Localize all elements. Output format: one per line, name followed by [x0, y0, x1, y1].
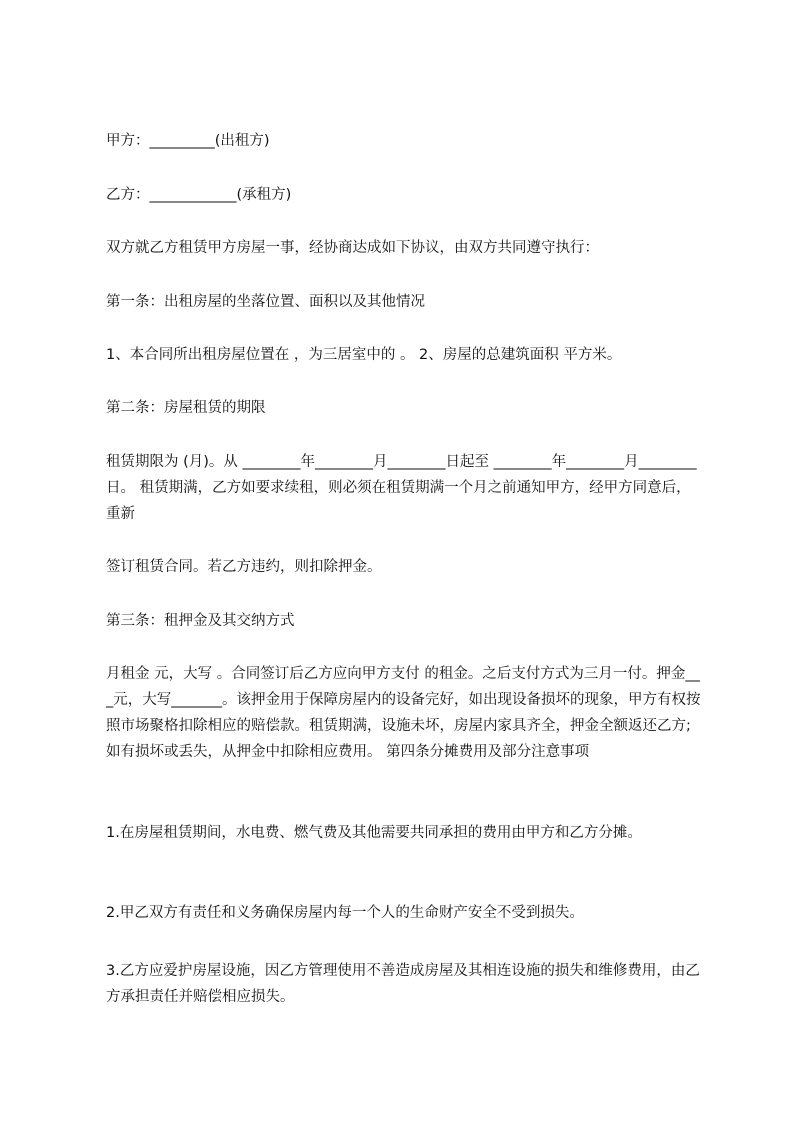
article-2-body: 租赁期限为 (月)。从 ________年________月________日起至 ________年________月________日。 租赁期满，乙方如要求续租，则必须在租赁期满一个月之前通知甲方，经甲方同意后，重新	[106, 454, 697, 522]
article-3-body: 月租金 元，大写 。合同签订后乙方应向甲方支付 的租金。之后支付方式为三月一付。押金___元，大写_______。该押金用于保障房屋内的设备完好，如出现设备损坏的现象，甲方有权按照市场聚格扣除相应的赔偿款。租赁期满，设施未坏，房屋内家具齐全，押金全额返还乙方;如有损坏或丢失，从押金中扣除相应费用。 第四条分摊费用及部分注意事项	[106, 666, 701, 760]
intro-paragraph: 双方就乙方租赁甲方房屋一事，经协商达成如下协议，由双方共同遵守执行：	[106, 240, 599, 256]
article-1-body: 1、本合同所出租房屋位置在 ，为三居室中的 。 2、房屋的总建筑面积 平方米。	[106, 347, 622, 363]
article-2-continuation: 签订租赁合同。若乙方违约，则扣除押金。	[106, 559, 382, 575]
article-3-title: 第三条：租押金及其交纳方式	[106, 613, 295, 629]
article-4-item-1: 1.在房屋租赁期间，水电费、燃气费及其他需要共同承担的费用由甲方和乙方分摊。	[106, 825, 642, 841]
party-b-line: 乙方：____________(承租方)	[106, 187, 292, 203]
party-a-line: 甲方：_________(出租方)	[106, 133, 270, 149]
article-1-title: 第一条：出租房屋的坐落位置、面积以及其他情况	[106, 294, 425, 310]
article-2-title: 第二条：房屋租赁的期限	[106, 400, 266, 416]
article-4-item-2: 2.甲乙双方有责任和义务确保房屋内每一个人的生命财产安全不受到损失。	[106, 905, 584, 921]
article-4-item-3: 3.乙方应爱护房屋设施，因乙方管理使用不善造成房屋及其相连设施的损失和维修费用，由乙方承担责任并赔偿相应损失。	[106, 963, 700, 1005]
